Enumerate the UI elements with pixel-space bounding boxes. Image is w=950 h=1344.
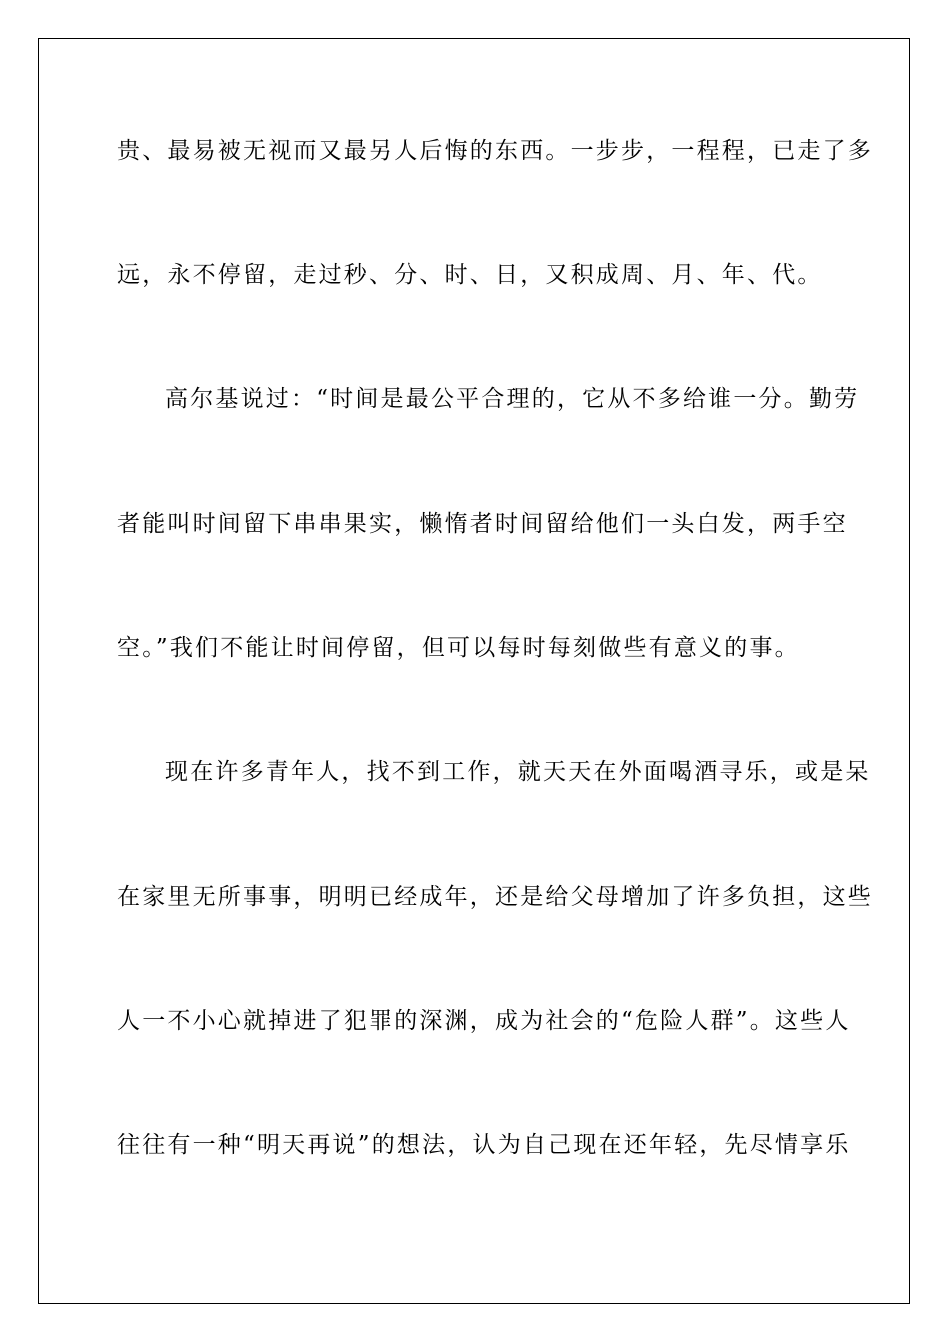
text-line: 往往有一种“明天再说”的想法，认为自己现在还年轻，先尽情享乐 [117,1132,851,1158]
paragraph-start-line: 高尔基说过：“时间是最公平合理的，它从不多给谁一分。勤劳 [165,386,860,412]
text-line: 贵、最易被无视而又最另人后悔的东西。一步步，一程程，已走了多 [117,138,873,164]
text-line: 远，永不停留，走过秒、分、时、日，又积成周、月、年、代。 [117,262,823,288]
page-border [38,38,910,1304]
text-line: 空。”我们不能让时间停留，但可以每时每刻做些有意义的事。 [117,635,800,661]
text-line: 者能叫时间留下串串果实，懒惰者时间留给他们一头白发，两手空 [117,511,848,537]
text-line: 在家里无所事事，明明已经成年，还是给父母增加了许多负担，这些 [117,884,873,910]
text-line: 人一不小心就掉进了犯罪的深渊，成为社会的“危险人群”。这些人 [117,1008,851,1034]
paragraph-start-line: 现在许多青年人，找不到工作，就天天在外面喝酒寻乐，或是呆 [165,759,871,785]
